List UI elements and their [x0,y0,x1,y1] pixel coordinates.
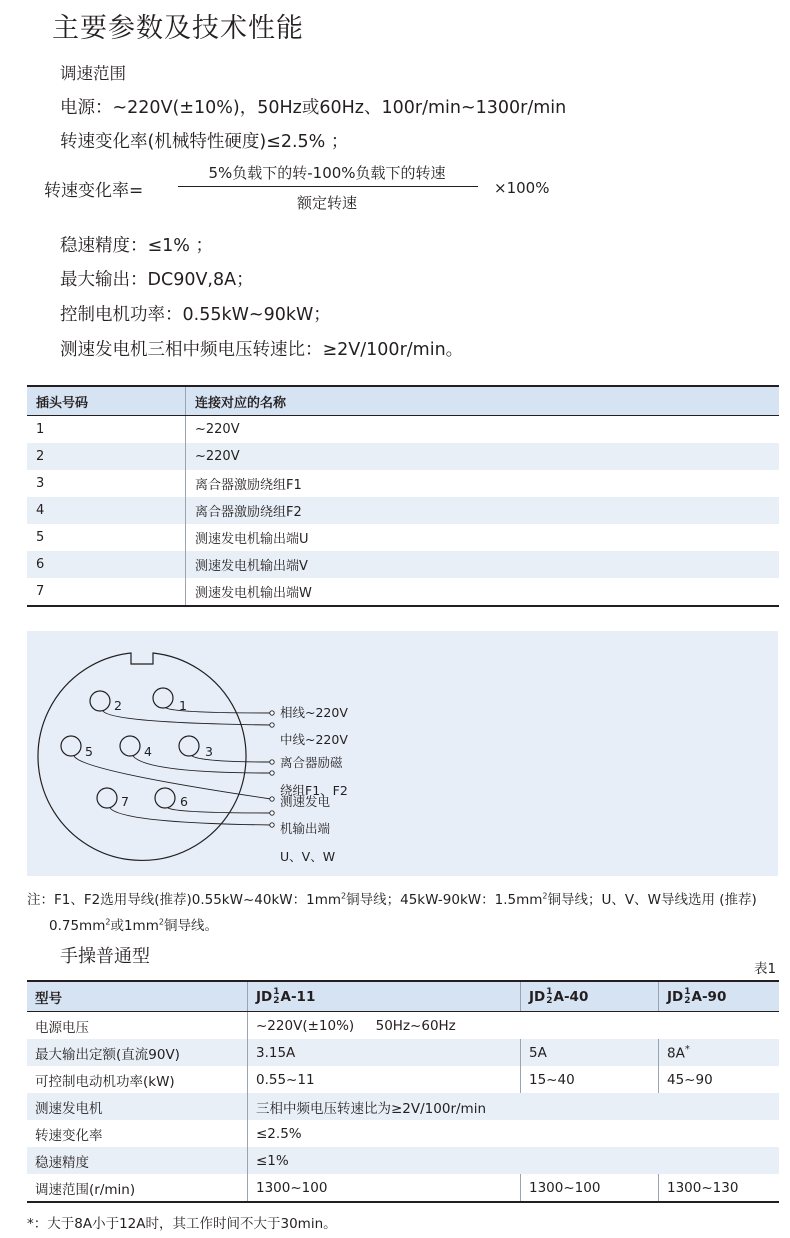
footnote-star: * [684,1043,690,1055]
row-value: 15~40 [521,1066,659,1093]
table-number: 表1 [754,961,777,977]
row-label: 可控制电动机功率(kW) [27,1066,248,1093]
pin-no: 6 [27,551,186,578]
pin-connection: 离合器激励绕组F1 [195,478,302,493]
table-row [27,416,779,444]
tacho-ratio-spec: 测速发电机三相中频电压转速比：≥2V/100r/min。 [60,340,464,360]
table-row [27,1039,779,1066]
row-label: 转速变化率 [27,1120,248,1147]
pin-1-circle [153,688,173,708]
row-value: 3.15A [248,1039,521,1066]
formula-denominator: 额定转速 [296,194,357,212]
pin-3-circle [179,736,199,756]
connector-outline [38,653,246,860]
header-model-11 [248,981,521,1012]
formula-multiplier: ×100% [494,179,550,197]
row-value: ≤2.5% [256,1125,302,1142]
note-sup: 2 [105,917,111,927]
row-value: ≤1% [248,1147,780,1174]
table-row [27,470,779,497]
note-sup: 2 [158,917,164,927]
note-sup: 2 [341,891,347,901]
row-label: 测速发电机 [27,1093,248,1120]
section-title: 手操普通型 [60,946,150,967]
note-text: 铜导线；45kW-90kW：1.5mm [346,892,543,908]
connector-diagram [27,631,778,876]
motor-power-spec: 控制电机功率：0.55kW~90kW； [60,305,331,325]
pin-no: 2 [27,443,186,470]
fraction-bar [178,186,478,187]
model-fraction [546,988,552,1006]
table-row [27,1012,779,1040]
model-suffix: A-40 [553,988,589,1005]
pin-label-5: 5 [85,744,93,759]
header-model-90 [659,981,780,1012]
row-value: 1300~100 [248,1174,521,1202]
table-row [27,443,779,470]
pin-label-7: 7 [121,794,129,809]
row-value: 5A [521,1039,659,1066]
pin-no: 7 [27,578,186,606]
pin-connection: 离合器激励绕组F2 [186,497,780,524]
label-uvw: U、V、W [280,849,336,864]
wiring-note [27,888,757,908]
table-row [27,1174,779,1202]
speed-change-spec: 转速变化率(机械特性硬度)≤2.5% ； [60,132,349,152]
pin-table-header [27,386,779,416]
note-text: 0.75mm [49,918,106,934]
pin-table [27,385,779,607]
pin-2-circle [90,691,110,711]
footnote: *：大于8A小于12A时，其工作时间不大于30min。 [27,1216,337,1232]
formula-label: 转速变化率= [44,181,144,201]
row-label: 调速范围(r/min) [27,1174,248,1202]
pin-connection: 测速发电机输出端V [186,551,780,578]
table-row [27,1147,779,1174]
pin-connection: 测速发电机输出端U [195,532,309,547]
note-text: 或1mm [110,918,159,934]
pin-no: 4 [27,497,186,524]
row-value: 0.55~11 [248,1066,521,1093]
pin-no: 3 [27,470,186,497]
fraction-top: 1 [273,986,280,997]
pin-label-6: 6 [180,794,188,809]
model-suffix: A-90 [691,988,727,1005]
pin-label-1: 1 [179,698,187,713]
fraction-bottom: 2 [273,995,280,1006]
pin-6-circle [155,788,175,808]
power-spec: 电源：~220V(±10%)，50Hz或60Hz、100r/min~1300r/min [60,98,567,118]
pin-no: 5 [27,524,186,551]
pin-connection: 测速发电机输出端W [186,578,780,606]
header-pin-no: 插头号码 [27,386,186,416]
row-value-cell [659,1039,780,1066]
speed-range-heading: 调速范围 [60,64,126,83]
model-prefix: JD [529,988,546,1005]
note-text: 铜导线。 [163,918,218,934]
pin-4-circle [120,736,140,756]
table-row [27,1066,779,1093]
pin-label-3: 3 [205,744,213,759]
table-row [27,578,779,606]
stability-spec: 稳速精度：≤1% ； [60,236,213,256]
pin-label-2: 2 [114,698,122,713]
row-value: 8A [667,1045,685,1062]
fraction-top: 1 [546,986,553,997]
connector-wiring-svg [27,631,778,876]
header-model-40 [521,981,659,1012]
formula-numerator: 5%负载下的转-100%负载下的转速 [208,164,446,182]
row-value: 三相中频电压转速比为≥2V/100r/min [248,1093,780,1120]
table-row [27,524,779,551]
label-tacho: 测速发电 [280,794,331,809]
model-prefix: JD [667,988,684,1005]
table-row [27,1120,779,1147]
label-neutral: 中线~220V [280,732,348,747]
model-suffix: A-11 [280,988,316,1005]
model-fraction [684,988,690,1006]
row-label: 电源电压 [27,1012,248,1040]
spec-table [27,980,779,1203]
label-winding: 绕组F1、F2 [280,783,348,798]
wiring-note-line2 [49,914,218,934]
row-label: 最大输出定额(直流90V) [27,1039,248,1066]
fraction-bottom: 2 [684,995,691,1006]
pin-5-circle [61,736,81,756]
max-output-spec: 最大输出：DC90V,8A； [60,270,254,290]
terminal-dots [270,711,274,827]
note-text: 铜导线；U、V、W导线选用 (推荐) [547,892,757,908]
table-row [27,551,779,578]
pin-connection: ~220V [195,422,240,437]
pin-label-4: 4 [144,744,152,759]
spec-table-header [27,981,779,1012]
row-value: 1300~130 [659,1174,780,1202]
label-tacho-output: 机输出端 [280,821,331,836]
table-row [27,1093,779,1120]
pin-no: 1 [27,416,186,444]
row-label: 稳速精度 [27,1147,248,1174]
table-row [27,497,779,524]
fraction-top: 1 [684,986,691,997]
header-connection: 连接对应的名称 [186,386,780,416]
row-value: ~220V(±10%) 50Hz~60Hz [256,1017,456,1034]
label-phase: 相线~220V [280,705,348,720]
pin-7-circle [97,788,117,808]
label-clutch: 离合器励磁 [280,755,343,770]
model-prefix: JD [256,988,273,1005]
header-model: 型号 [27,981,248,1012]
row-value: 45~90 [667,1071,713,1088]
note-text: 注：F1、F2选用导线(推荐)0.55kW~40kW：1mm [27,892,342,908]
pin-connection: ~220V [186,443,780,470]
model-fraction [273,988,279,1006]
note-sup: 2 [542,891,548,901]
page-title: 主要参数及技术性能 [52,13,304,44]
row-value: 1300~100 [521,1174,659,1202]
fraction-bottom: 2 [546,995,553,1006]
